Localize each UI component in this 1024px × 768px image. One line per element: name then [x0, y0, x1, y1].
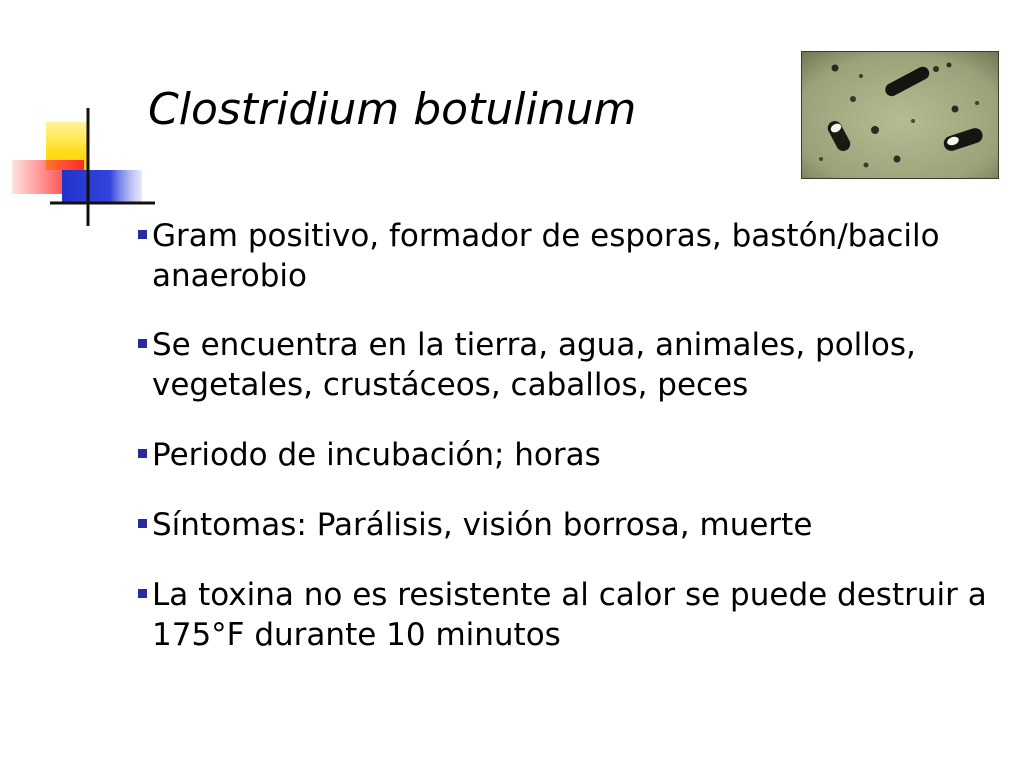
bullet-text: Gram positivo, formador de esporas, bastón/bacilo anaerobio: [152, 218, 940, 294]
square-bullet-icon: [138, 339, 147, 348]
square-bullet-icon: [138, 230, 147, 239]
slide-title: Clostridium botulinum: [148, 84, 637, 135]
square-bullet-icon: [138, 519, 147, 528]
bullet-item: [138, 435, 988, 475]
bullet-text: Síntomas: Parálisis, visión borrosa, muerte: [152, 507, 813, 543]
corner-squares-decoration: [0, 0, 160, 240]
square-bullet-icon: [138, 589, 147, 598]
bullet-text: Periodo de incubación; horas: [152, 437, 601, 473]
bacteria-micrograph: [801, 51, 999, 179]
square-bullet-icon: [138, 449, 147, 458]
bullet-text: Se encuentra en la tierra, agua, animales, pollos, vegetales, crustáceos, caballos, peces: [152, 327, 916, 403]
bullet-item: [138, 575, 988, 655]
bullet-item: [138, 216, 988, 296]
bullet-text: La toxina no es resistente al calor se puede destruir a 175°F durante 10 minutos: [152, 577, 987, 653]
bullet-item: [138, 325, 988, 405]
bullet-item: [138, 505, 988, 545]
bullet-list: [138, 216, 988, 679]
